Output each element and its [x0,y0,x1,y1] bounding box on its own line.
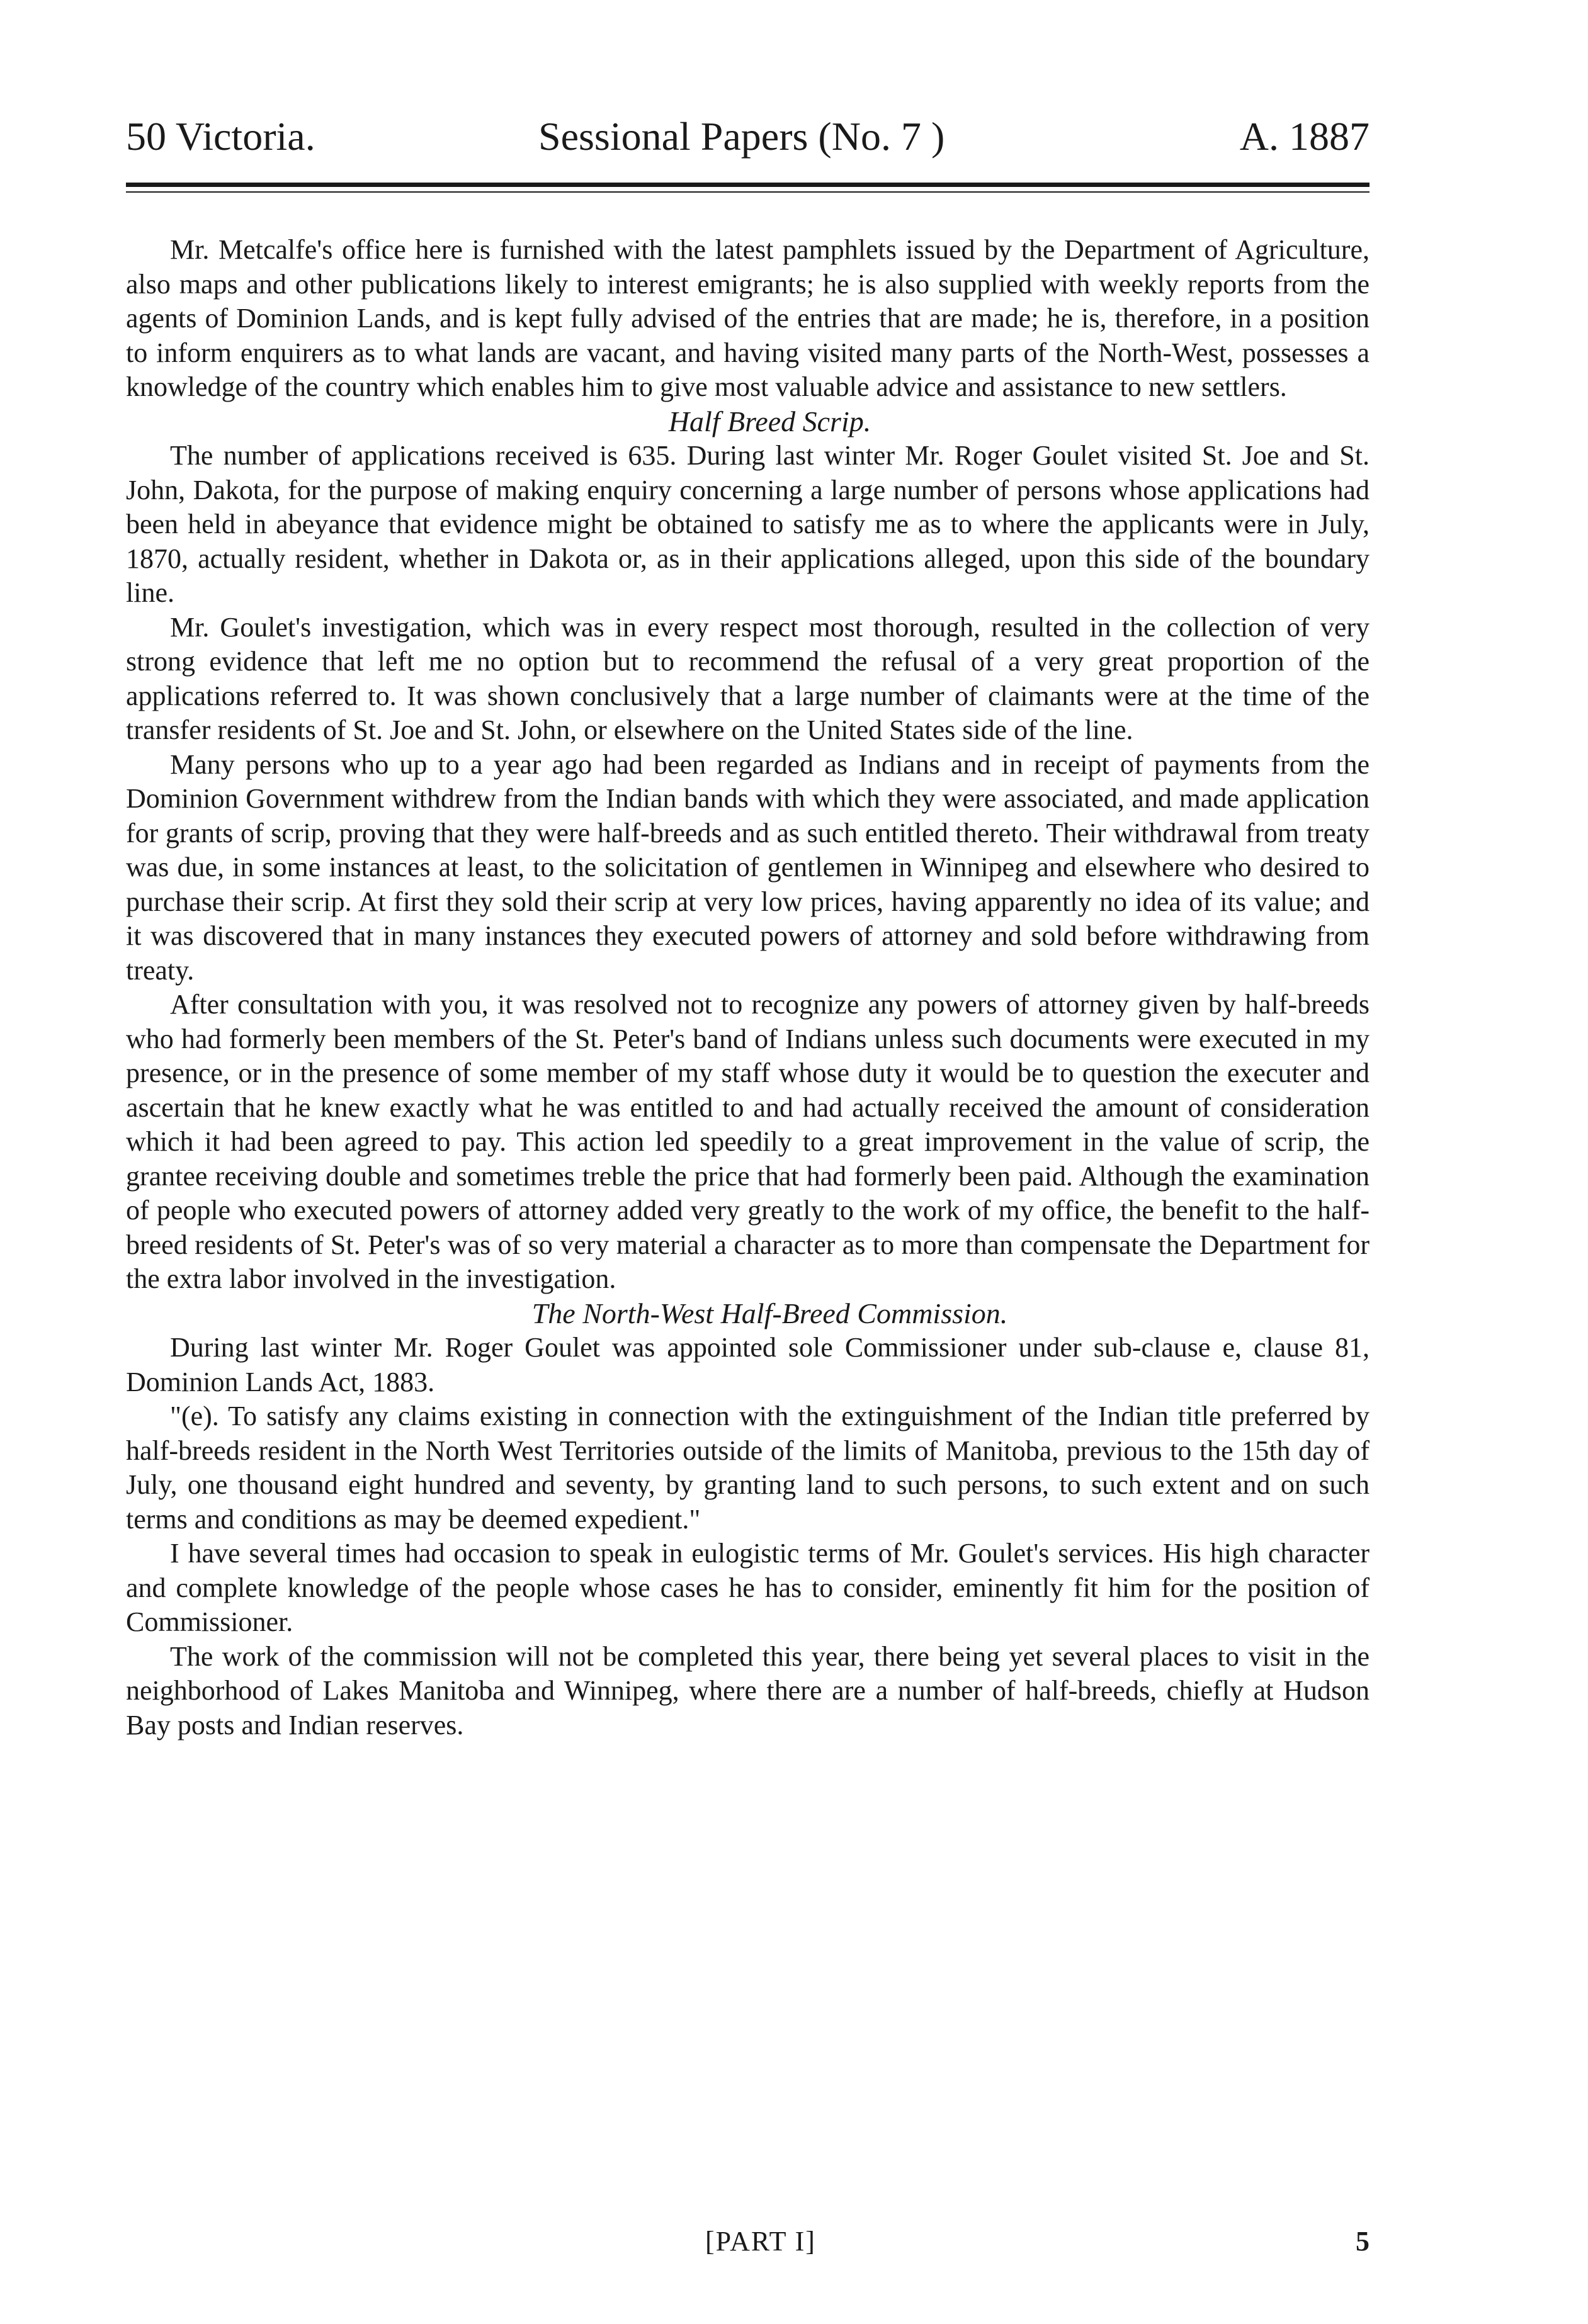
paragraph: I have several times had occasion to speak in eulogistic terms of Mr. Goulet's services. His high character and complete knowledge of the people whose cases he has to consider, eminently fit him for the position of Commissioner. [126,1538,1370,1637]
header-volume: 50 Victoria. [126,114,315,159]
header-rule-thick [126,183,1370,187]
paragraph: During last winter Mr. Roger Goulet was appointed sole Commissioner under sub-clause e, clause 81, Dominion Lands Act, 1883. [126,1332,1370,1397]
paragraph-intro: Mr. Metcalfe's office here is furnished with the latest pamphlets issued by the Department of Agriculture, also maps and other publications likely to interest emigrants; he is also supplied with weekly reports from the agents of Dominion Lands, and is kept fully advised of the entries that are made; he is, therefore, in a position to inform enquirers as to what lands are vacant, and having visited many parts of the North-West, possesses a knowledge of the country which enables him to give most valuable advice and assistance to new settlers. [126,234,1370,402]
paragraph: The number of applications received is 635. During last winter Mr. Roger Goulet visited St. Joe and St. John, Dakota, for the purpose of making enquiry concerning a large number of persons whose applications had been held in abeyance that evidence might be obtained to satisfy me as to where the applicants were in July, 1870, actually resident, whether in Dakota or, as in their applications alleged, upon this side of the boundary line. [126,440,1370,608]
paragraph: Mr. Goulet's investigation, which was in every respect most thorough, resulted in the collection of very strong evidence that left me no option but to recommend the refusal of a very great proportion of the applications referred to. It was shown conclusively that a large number of claimants were at the time of the transfer residents of St. Joe and St. John, or elsewhere on the United States side of the line. [126,611,1370,745]
header-year: A. 1887 [1239,114,1370,159]
section-heading-commission: The North-West Half-Breed Commission. [531,1297,1008,1329]
paragraph-quote: "(e). To satisfy any claims existing in connection with the extinguishment of the Indian title preferred by half-breeds resident in the North West Territories outside of the limits of Manitoba, previous to the 15th day of July, one thousand eight hundred and seventy, by granting land to such persons, to such extent and on such terms and conditions as may be deemed expedient." [126,1401,1370,1535]
page-footer [126,2225,1370,2263]
footer-part-label: [PART I] [705,2226,816,2257]
document-body [126,233,1370,1742]
header-rule-thin [126,191,1370,193]
paragraph: Many persons who up to a year ago had been regarded as Indians and in receipt of payments from the Dominion Government withdrew from the Indian bands with which they were associated, and made application for grants of scrip, proving that they were half-breeds and as such entitled thereto. Their withdrawal from treaty was due, in some instances at least, to the solicitation of gentlemen in Winnipeg and elsewhere who desired to purchase their scrip. At first they sold their scrip at very low prices, having apparently no idea of its value; and it was discovered that in many instances they executed powers of attorney and sold before withdrawing from treaty. [126,748,1370,986]
section-heading-half-breed-scrip: Half Breed Scrip. [668,405,871,437]
page-number: 5 [1356,2226,1370,2257]
header-title: Sessional Papers (No. 7 ) [538,114,945,159]
paragraph: After consultation with you, it was resolved not to recognize any powers of attorney given by half-breeds who had formerly been members of the St. Peter's band of Indians unless such documents were executed in my presence, or in the presence of some member of my staff whose duty it would be to question the executer and ascertain that he knew exactly what he was entitled to and had actually received the amount of consideration which it had been agreed to pay. This action led speedily to a great improvement in the value of scrip, the grantee receiving double and sometimes treble the price that had formerly been paid. Although the examination of people who executed powers of attorney added very greatly to the work of my office, the benefit to the half-breed residents of St. Peter's was of so very material a character as to more than compensate the Department for the extra labor involved in the investigation. [126,989,1370,1294]
paragraph: The work of the commission will not be completed this year, there being yet several places to visit in the neighborhood of Lakes Manitoba and Winnipeg, where there are a number of half-breeds, chiefly at Hudson Bay posts and Indian reserves. [126,1640,1370,1740]
page-header [126,113,1370,164]
